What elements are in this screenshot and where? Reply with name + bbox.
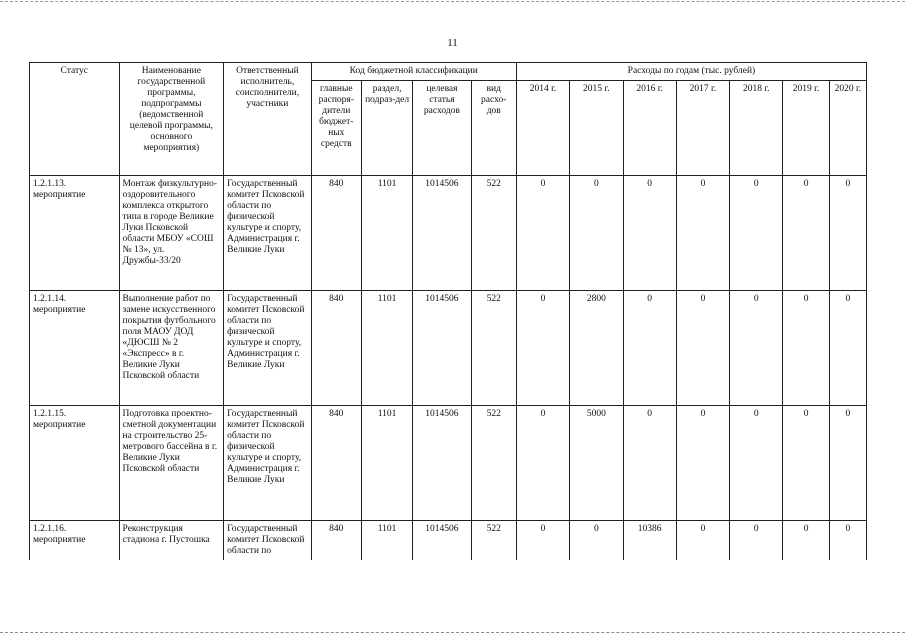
table-row bbox=[30, 291, 867, 406]
row-target: 1014506 bbox=[413, 176, 471, 291]
row-status: 1.2.1.15. мероприятие bbox=[30, 406, 120, 521]
row-value-2017: 0 bbox=[676, 521, 729, 561]
header-year-2020: 2020 г. bbox=[829, 81, 866, 176]
row-value-2014: 0 bbox=[516, 291, 569, 406]
row-responsible: Государственный комитет Псковской области по физической культуре и спорту, Администрация г. Великие Луки bbox=[224, 406, 312, 521]
row-value-2018: 0 bbox=[730, 521, 783, 561]
header-year-2016: 2016 г. bbox=[623, 81, 676, 176]
row-section: 1101 bbox=[361, 521, 412, 561]
row-value-2020: 0 bbox=[829, 406, 866, 521]
row-value-2015: 2800 bbox=[570, 291, 623, 406]
header-year-2018: 2018 г. bbox=[730, 81, 783, 176]
row-value-2016: 10386 bbox=[623, 521, 676, 561]
row-name: Выполнение работ по замене искусственного покрытия футбольного поля МАОУ ДОД «ДЮСШ № 2 «Экспресс» в г. Великие Луки Псковской области bbox=[119, 291, 224, 406]
header-name: Наименование государственной программы, подпрограммы (ведомственной целевой программы, основного мероприятия) bbox=[119, 63, 224, 176]
row-value-2018: 0 bbox=[730, 406, 783, 521]
row-type: 522 bbox=[471, 406, 516, 521]
header-expenses: Расходы по годам (тыс. рублей) bbox=[516, 63, 866, 81]
row-value-2017: 0 bbox=[676, 176, 729, 291]
row-value-2020: 0 bbox=[829, 291, 866, 406]
row-value-2015: 0 bbox=[570, 521, 623, 561]
row-value-2016: 0 bbox=[623, 406, 676, 521]
table-row bbox=[30, 406, 867, 521]
row-name: Реконструкция стадиона г. Пустошка bbox=[119, 521, 224, 561]
row-value-2019: 0 bbox=[783, 406, 829, 521]
header-year-2017: 2017 г. bbox=[676, 81, 729, 176]
header-row-top bbox=[30, 63, 867, 81]
scan-edge-bottom bbox=[0, 632, 905, 633]
row-grbs: 840 bbox=[311, 406, 361, 521]
row-name: Подготовка проектно-сметной документации на строительство 25-метрового бассейна в г. Великие Луки Псковской области bbox=[119, 406, 224, 521]
row-value-2018: 0 bbox=[730, 291, 783, 406]
page-number: 11 bbox=[447, 37, 458, 49]
header-grbs: главные распоря-дители бюджет-ных средств bbox=[311, 81, 361, 176]
row-grbs: 840 bbox=[311, 291, 361, 406]
row-section: 1101 bbox=[361, 291, 412, 406]
row-value-2015: 5000 bbox=[570, 406, 623, 521]
header-year-2019: 2019 г. bbox=[783, 81, 829, 176]
table-row bbox=[30, 521, 867, 561]
header-budget-code: Код бюджетной классификации bbox=[311, 63, 516, 81]
row-section: 1101 bbox=[361, 406, 412, 521]
header-target-article: целевая статья расходов bbox=[413, 81, 471, 176]
row-value-2015: 0 bbox=[570, 176, 623, 291]
header-expense-type: вид расхо-дов bbox=[471, 81, 516, 176]
row-status: 1.2.1.13. мероприятие bbox=[30, 176, 120, 291]
row-value-2020: 0 bbox=[829, 521, 866, 561]
row-name: Монтаж физкультурно-оздоровительного комплекса открытого типа в городе Великие Луки Псковской области МБОУ «СОШ № 13», ул. Дружбы-33/20 bbox=[119, 176, 224, 291]
row-target: 1014506 bbox=[413, 521, 471, 561]
row-value-2014: 0 bbox=[516, 406, 569, 521]
row-type: 522 bbox=[471, 521, 516, 561]
row-target: 1014506 bbox=[413, 291, 471, 406]
row-type: 522 bbox=[471, 176, 516, 291]
row-value-2016: 0 bbox=[623, 291, 676, 406]
row-target: 1014506 bbox=[413, 406, 471, 521]
header-year-2015: 2015 г. bbox=[570, 81, 623, 176]
row-section: 1101 bbox=[361, 176, 412, 291]
row-responsible: Государственный комитет Псковской области по физической культуре и спорту, Администрация г. Великие Луки bbox=[224, 176, 312, 291]
row-value-2014: 0 bbox=[516, 176, 569, 291]
row-status: 1.2.1.16. мероприятие bbox=[30, 521, 120, 561]
row-responsible: Государственный комитет Псковской области по физической культуре и спорту, Администрация г. Великие Луки bbox=[224, 291, 312, 406]
row-responsible: Государственный комитет Псковской области по bbox=[224, 521, 312, 561]
header-section: раздел, подраз-дел bbox=[361, 81, 412, 176]
row-grbs: 840 bbox=[311, 176, 361, 291]
row-value-2019: 0 bbox=[783, 291, 829, 406]
table-row bbox=[30, 176, 867, 291]
scan-edge-top bbox=[0, 1, 905, 2]
header-year-2014: 2014 г. bbox=[516, 81, 569, 176]
row-value-2020: 0 bbox=[829, 176, 866, 291]
header-responsible: Ответственный исполнитель, соисполнители, участники bbox=[224, 63, 312, 176]
row-value-2017: 0 bbox=[676, 406, 729, 521]
row-value-2014: 0 bbox=[516, 521, 569, 561]
row-value-2018: 0 bbox=[730, 176, 783, 291]
row-value-2016: 0 bbox=[623, 176, 676, 291]
header-status: Статус bbox=[30, 63, 120, 176]
row-value-2017: 0 bbox=[676, 291, 729, 406]
row-status: 1.2.1.14. мероприятие bbox=[30, 291, 120, 406]
row-grbs: 840 bbox=[311, 521, 361, 561]
budget-table bbox=[29, 62, 867, 560]
row-type: 522 bbox=[471, 291, 516, 406]
row-value-2019: 0 bbox=[783, 176, 829, 291]
row-value-2019: 0 bbox=[783, 521, 829, 561]
